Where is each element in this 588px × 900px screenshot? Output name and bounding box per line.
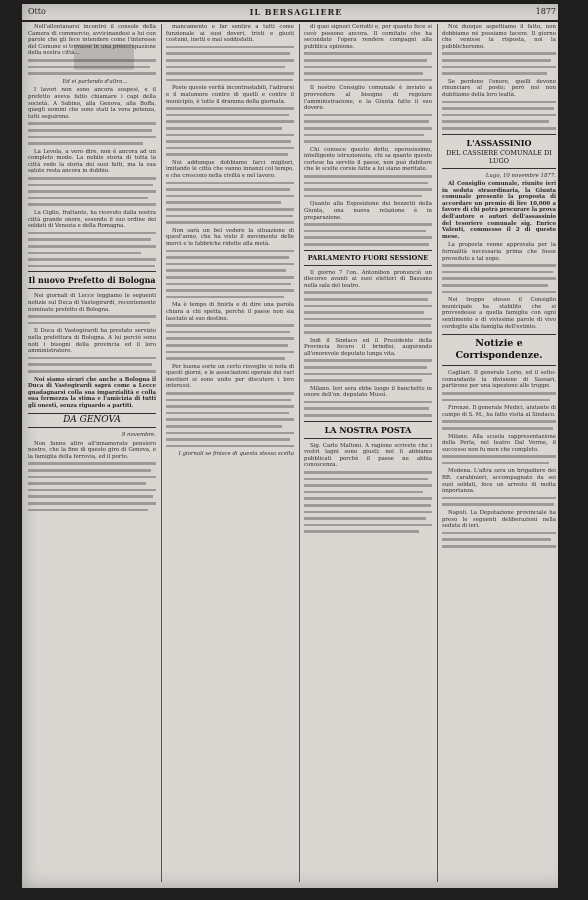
masthead [22, 4, 570, 22]
article-paragraph: Cagliari. Il generale Lorio, ed il sotto-comandante la divisione di Sassari, partirono per una ispezione alle truppe. [442, 370, 556, 390]
headline-nostra-posta: LA NOSTRA POSTA [304, 421, 432, 439]
ink-blot [74, 44, 134, 70]
article-paragraph: Indi il Sindaco ed il Presidente della Provincia fecero il brindisi, augurando all'onorevole deputato lunga vita. [304, 337, 432, 357]
article-paragraph: mancamento e far sentire a tutti come funzionale ai suoi doveri, tristi e giusti costumi, inetti e mal soddisfatti. [166, 24, 294, 44]
headline-prefetto: Il nuovo Prefetto di Bologna [28, 271, 156, 289]
headline-notizie: Notizie e Corrispondenze. [442, 334, 556, 366]
article-paragraph: Il Duca di Vastogirardi ha prestato servizio nella prefettura di Bologna. A lui perciò sono noti i bisogni della provincia ed il loro amministratore. [28, 328, 156, 355]
article-paragraph: Poste queste verità incontrastabili, l'adirarsi e il malumore contro di quelli e contro il municipio, è tutto il dramma della giornata. [166, 85, 294, 105]
article-paragraph: Noi dunque aspettiamo il fatto, non dobbiamo né possiamo tacere. Il giorno che venisse la risposta, noi la pubblicheremo. [442, 24, 556, 50]
article-paragraph: Se perdono l'onore, quelli devono rinunciare al posto; però noi non dubitiamo della loro lealtà. [442, 78, 556, 98]
newspaper-title: IL BERSAGLIERE [249, 7, 343, 17]
article-paragraph: Non sarà un bel vedere la situazione di quest'anno, che ha visto il movimento delle merci e le fabbriche ridotte alla metà. [166, 227, 294, 247]
newspaper-page [22, 4, 570, 888]
header-left: Otto [28, 7, 46, 16]
article-paragraph: Firenze. Il generale Medici, aiutante di campo di S. M., ha fatto visita al Sindaco. [442, 405, 556, 418]
article-paragraph: di quei signori Ceriotti e, per quanto fece si cecò possono ancora. Il comitato che ha secondato l'opera rendere compagni alla pubblica opinione. [304, 24, 432, 50]
article-paragraph: Ma è tempo di finirla e di dire una parola chiara a chi spetta, perchè il paese non sia lasciato al suo destino. [166, 302, 294, 322]
article-paragraph: Milano. Alla scuola rappresentazione della Perla, nel teatro Dal Verme, il successo non fu men che completo. [442, 433, 556, 453]
article-paragraph: Il giorno 7 l'on. Antonibon pronunciò un discorso avanti ai suoi elettori di Bassano nella sala del teatro. [304, 269, 432, 289]
section-break: Ed ei partendo d'altra... [62, 78, 128, 85]
headline-genova: DA GENOVA [28, 413, 156, 428]
column-1 [28, 24, 156, 882]
article-paragraph: Non fanno altro all'innamorato pensiero nostro, che la fine di questo giro di Genova, e la famiglia della ferrovia, ed il porto. [28, 440, 156, 460]
headline-parlamento: PARLAMENTO FUORI SESSIONE [304, 250, 432, 266]
article-paragraph: I lavori non sono ancora sospesi, e il prefetto aveva fatto chiamare i capi della società. A Sabino, alla Genova, alla Boffa, quegli uomini che sono stati la vera potenza, tutti seguirono. [28, 87, 156, 120]
article-paragraph: Nell'allontanarsi incontrò il console della Camera di commercio, avvicinandosi a lui con parole che gli fece intendere come l'interesse del Comune si trovasse in una preoccupazione della nostra città... [28, 24, 156, 57]
article-paragraph: Per buona sorte un certo risveglio si nota di questi giorni, e le associazioni operaie dei vari mestieri si sono unite per discutere i loro interessi. [166, 363, 294, 390]
article-paragraph: Noi siamo sicuri che anche a Bologna il Duca di Vastogirardi saprà come a Lecce guadagnarsi colla sua imparzialità e colla sua fermezza la stima e l'amicizia di tutti gli onesti, senza riguardo a partiti. [28, 376, 156, 409]
article-paragraph: Il nostro Consiglio comunale è inviato a provvedere al bisogno di regolare l'amministrazione, e la Giunta fatto il suo dovere. [304, 85, 432, 112]
article-paragraph: Noi addunque dobbiamo farci migliori, imitando le città che vanno innanzi col tempo, e che crescono nella civiltà e nel lavoro. [166, 159, 294, 180]
article-paragraph: Napoli. La Deputazione provinciale ha preso le seguenti deliberazioni nella seduta di ieri. [442, 510, 556, 530]
article-paragraph: Modena. L'altra sera un brigadiere dei RR. carabinieri, accompagnato da sei suoi soldati, fece un arresto di molta importanza. [442, 468, 556, 495]
article-paragraph: Al Consiglio comunale, riunito ieri in seduta straordinaria, la Giunta comunale presentò la proposta di accordare un premio di lire 10,000 a favore di chi potrà procurare la prova dell'autore o autori dell'assassinio del tesoriere comunale sig. Enrico Valenti, commesso il 2 di questo mese. [442, 181, 556, 240]
article-paragraph: Sig. Carlo Maltoni. A ragione scrivete che i vostri lagni sono giusti; noi li abbiamo pubblicati perchè il paese ne abbia conoscenza. [304, 442, 432, 469]
page-edge-shadow [558, 4, 570, 888]
column-2 [166, 24, 294, 882]
headline-assassinio: L'ASSASSINIO [442, 134, 556, 148]
header-right: 1877 [535, 7, 556, 16]
article-paragraph: Nei troppo stesso il Consiglio municipale ha stabilito che si provvedesse a quella famiglia con ogni sentimento e di vivissime parole di vivo cordoglio alla famiglia dell'estinto. [442, 297, 556, 330]
article-signature: I giornali se finisce di questa stessa scelta [178, 451, 294, 458]
column-4 [442, 24, 556, 882]
article-paragraph: Quanto alla Esposizione dei bozzetti della Giunta, una nuova relazione è in preparazione. [304, 201, 432, 221]
article-paragraph: Milano. Ieri sera ebbe luogo il banchetto in onore dell'on. deputato Mussi. [304, 385, 432, 399]
article-paragraph: Nei giornali di Lecce leggiamo le seguenti notizie sul Duca di Vastogirardi, recentemente nominato prefetto di Bologna. [28, 293, 156, 313]
article-paragraph: La Levola, a vero dire, non è ancora ad un completo modo. La nobile storia di tutta la città vede la storia dei suoi fatti, ma la sua salute resta ancora in dubbio. [28, 148, 156, 175]
column-3 [304, 24, 432, 882]
article-paragraph: La proposta venne approvata per la formalità necessaria prima che fosse preveduto a tal uopo. [442, 242, 556, 262]
subheadline-cassiere: DEL CASSIERE COMUNALE DI LUGO [442, 148, 556, 169]
article-paragraph: Chi conosce questo dotto, operosissimo, intelligente istruzionista, chi sa quanto questo cortese ha servito il paese, non può dubitare che le scelte corsie fatte a lui siano meritate. [304, 146, 432, 173]
dateline: 9 novembre. [121, 432, 156, 439]
article-paragraph: La Ciglio, frattanto, ha ricevuto dalla nostra città grande onore, essendo il suo ordine dei soldati di Venezia e della Romagna. [28, 210, 156, 230]
dateline: Lugo, 10 novembre 1877. [485, 172, 556, 179]
